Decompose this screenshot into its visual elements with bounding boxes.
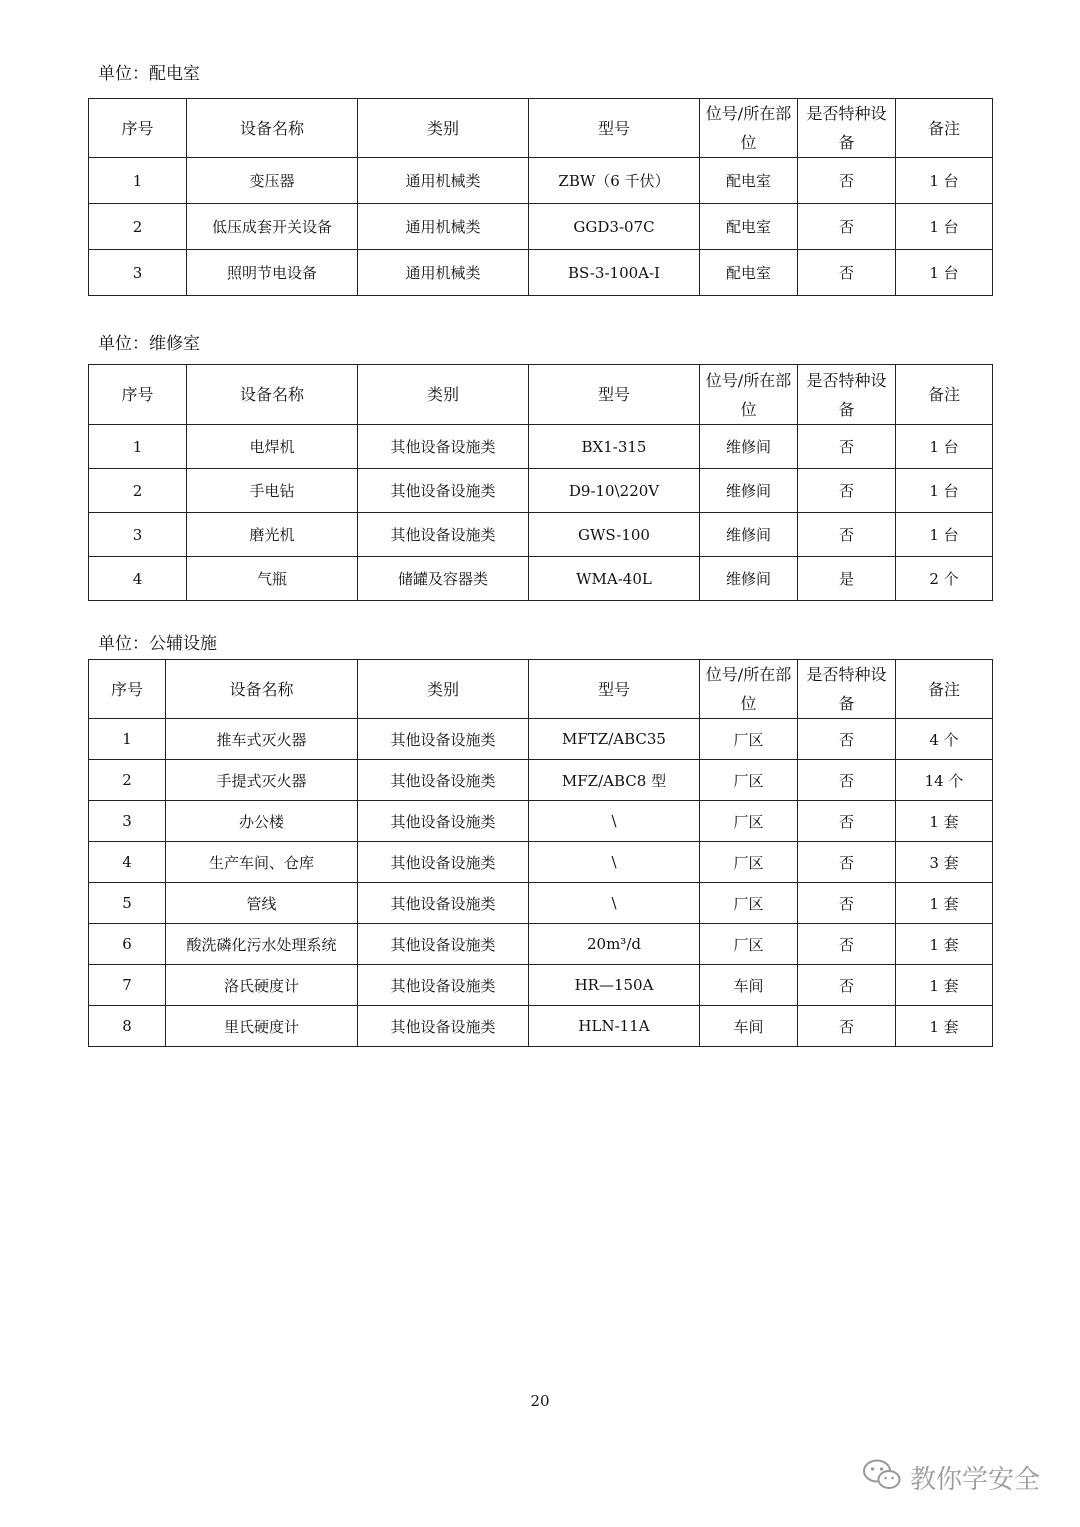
cell-device-name: 手提式灭火器	[166, 760, 358, 801]
cell-location: 配电室	[700, 250, 798, 296]
cell-device-name: 气瓶	[187, 557, 358, 601]
header-special-equipment: 是否特种设备	[798, 660, 896, 719]
unit-title-repair-room: 单位：维修室	[98, 334, 200, 354]
cell-category: 其他设备设施类	[358, 965, 529, 1006]
cell-device-name: 磨光机	[187, 513, 358, 557]
cell-category: 其他设备设施类	[358, 1006, 529, 1047]
header-model: 型号	[529, 660, 700, 719]
cell-location: 配电室	[700, 158, 798, 204]
cell-remarks: 1 台	[896, 250, 993, 296]
header-device-name: 设备名称	[166, 660, 358, 719]
cell-category: 其他设备设施类	[358, 842, 529, 883]
cell-model: GWS-100	[529, 513, 700, 557]
cell-remarks: 1 套	[896, 965, 993, 1006]
cell-special-equipment: 否	[798, 513, 896, 557]
cell-model: MFTZ/ABC35	[529, 719, 700, 760]
cell-special-equipment: 否	[798, 204, 896, 250]
header-remarks: 备注	[896, 660, 993, 719]
watermark-text: 教你学安全	[910, 1464, 1041, 1495]
cell-index: 8	[89, 1006, 166, 1047]
header-device-name: 设备名称	[187, 99, 358, 158]
cell-index: 1	[89, 719, 166, 760]
page-number: 20	[530, 1392, 550, 1410]
cell-model: MFZ/ABC8 型	[529, 760, 700, 801]
cell-device-name: 手电钻	[187, 469, 358, 513]
equipment-table-repair-room	[88, 364, 993, 601]
cell-model: \	[529, 883, 700, 924]
cell-special-equipment: 否	[798, 760, 896, 801]
cell-index: 2	[89, 204, 187, 250]
cell-model: \	[529, 801, 700, 842]
cell-special-equipment: 是	[798, 557, 896, 601]
cell-special-equipment: 否	[798, 158, 896, 204]
cell-category: 其他设备设施类	[358, 469, 529, 513]
unit-title-auxiliary-facilities: 单位：公辅设施	[98, 634, 217, 654]
cell-index: 1	[89, 425, 187, 469]
cell-model: BS-3-100A-I	[529, 250, 700, 296]
cell-remarks: 1 套	[896, 924, 993, 965]
cell-model: HR—150A	[529, 965, 700, 1006]
cell-special-equipment: 否	[798, 1006, 896, 1047]
cell-model: GGD3-07C	[529, 204, 700, 250]
cell-category: 其他设备设施类	[358, 513, 529, 557]
cell-device-name: 办公楼	[166, 801, 358, 842]
cell-remarks: 14 个	[896, 760, 993, 801]
cell-category: 其他设备设施类	[358, 719, 529, 760]
cell-device-name: 洛氏硬度计	[166, 965, 358, 1006]
cell-special-equipment: 否	[798, 842, 896, 883]
table-row	[89, 760, 993, 801]
header-device-name: 设备名称	[187, 365, 358, 425]
cell-remarks: 1 台	[896, 513, 993, 557]
cell-location: 厂区	[700, 719, 798, 760]
table-row	[89, 204, 993, 250]
cell-device-name: 里氏硬度计	[166, 1006, 358, 1047]
cell-device-name: 变压器	[187, 158, 358, 204]
table-row	[89, 1006, 993, 1047]
cell-category: 其他设备设施类	[358, 924, 529, 965]
table-row	[89, 924, 993, 965]
cell-location: 维修间	[700, 469, 798, 513]
table-row	[89, 557, 993, 601]
cell-remarks: 3 套	[896, 842, 993, 883]
cell-category: 其他设备设施类	[358, 760, 529, 801]
wechat-icon	[862, 1458, 902, 1496]
cell-index: 5	[89, 883, 166, 924]
cell-location: 厂区	[700, 883, 798, 924]
cell-special-equipment: 否	[798, 719, 896, 760]
cell-model: D9-10\220V	[529, 469, 700, 513]
cell-special-equipment: 否	[798, 883, 896, 924]
table-row	[89, 801, 993, 842]
cell-index: 7	[89, 965, 166, 1006]
header-index: 序号	[89, 99, 187, 158]
cell-category: 储罐及容器类	[358, 557, 529, 601]
table-header-row	[89, 365, 993, 425]
cell-index: 3	[89, 250, 187, 296]
table-row	[89, 250, 993, 296]
table-row	[89, 469, 993, 513]
header-remarks: 备注	[896, 365, 993, 425]
cell-remarks: 1 台	[896, 469, 993, 513]
cell-category: 其他设备设施类	[358, 883, 529, 924]
cell-remarks: 1 台	[896, 158, 993, 204]
table-row	[89, 883, 993, 924]
cell-device-name: 管线	[166, 883, 358, 924]
table-header-row	[89, 660, 993, 719]
unit-title-power-room: 单位：配电室	[98, 64, 200, 84]
cell-index: 3	[89, 513, 187, 557]
header-index: 序号	[89, 365, 187, 425]
cell-special-equipment: 否	[798, 924, 896, 965]
cell-model: 20m³/d	[529, 924, 700, 965]
cell-index: 4	[89, 557, 187, 601]
cell-model: \	[529, 842, 700, 883]
header-location: 位号/所在部位	[700, 99, 798, 158]
header-location: 位号/所在部位	[700, 365, 798, 425]
header-category: 类别	[358, 660, 529, 719]
header-special-equipment: 是否特种设备	[798, 365, 896, 425]
cell-device-name: 照明节电设备	[187, 250, 358, 296]
cell-category: 通用机械类	[358, 158, 529, 204]
header-model: 型号	[529, 99, 700, 158]
cell-remarks: 1 套	[896, 1006, 993, 1047]
table-row	[89, 425, 993, 469]
cell-remarks: 1 套	[896, 801, 993, 842]
table-row	[89, 158, 993, 204]
equipment-table-auxiliary-facilities	[88, 659, 993, 1047]
cell-index: 3	[89, 801, 166, 842]
table-body	[89, 158, 993, 296]
cell-location: 车间	[700, 965, 798, 1006]
cell-index: 2	[89, 760, 166, 801]
cell-model: WMA-40L	[529, 557, 700, 601]
cell-remarks: 1 台	[896, 204, 993, 250]
table-body	[89, 425, 993, 601]
cell-location: 厂区	[700, 760, 798, 801]
cell-location: 厂区	[700, 801, 798, 842]
cell-special-equipment: 否	[798, 801, 896, 842]
cell-location: 配电室	[700, 204, 798, 250]
table-header-row	[89, 99, 993, 158]
cell-location: 厂区	[700, 924, 798, 965]
header-remarks: 备注	[896, 99, 993, 158]
cell-remarks: 4 个	[896, 719, 993, 760]
table-body	[89, 719, 993, 1047]
cell-location: 厂区	[700, 842, 798, 883]
cell-location: 维修间	[700, 557, 798, 601]
cell-device-name: 推车式灭火器	[166, 719, 358, 760]
header-model: 型号	[529, 365, 700, 425]
cell-index: 1	[89, 158, 187, 204]
cell-location: 维修间	[700, 513, 798, 557]
table-row	[89, 842, 993, 883]
cell-location: 维修间	[700, 425, 798, 469]
cell-index: 4	[89, 842, 166, 883]
cell-location: 车间	[700, 1006, 798, 1047]
cell-model: BX1-315	[529, 425, 700, 469]
cell-remarks: 1 台	[896, 425, 993, 469]
watermark	[862, 1458, 1040, 1496]
header-index: 序号	[89, 660, 166, 719]
header-location: 位号/所在部位	[700, 660, 798, 719]
cell-special-equipment: 否	[798, 250, 896, 296]
cell-device-name: 生产车间、仓库	[166, 842, 358, 883]
cell-device-name: 酸洗磷化污水处理系统	[166, 924, 358, 965]
cell-category: 通用机械类	[358, 250, 529, 296]
cell-category: 通用机械类	[358, 204, 529, 250]
cell-special-equipment: 否	[798, 469, 896, 513]
cell-remarks: 1 套	[896, 883, 993, 924]
cell-index: 6	[89, 924, 166, 965]
cell-device-name: 电焊机	[187, 425, 358, 469]
table-row	[89, 965, 993, 1006]
cell-device-name: 低压成套开关设备	[187, 204, 358, 250]
table-row	[89, 719, 993, 760]
cell-special-equipment: 否	[798, 965, 896, 1006]
cell-model: ZBW（6 千伏）	[529, 158, 700, 204]
cell-remarks: 2 个	[896, 557, 993, 601]
header-category: 类别	[358, 365, 529, 425]
cell-model: HLN-11A	[529, 1006, 700, 1047]
equipment-table-power-room	[88, 98, 993, 296]
cell-category: 其他设备设施类	[358, 801, 529, 842]
header-category: 类别	[358, 99, 529, 158]
cell-index: 2	[89, 469, 187, 513]
cell-special-equipment: 否	[798, 425, 896, 469]
cell-category: 其他设备设施类	[358, 425, 529, 469]
header-special-equipment: 是否特种设备	[798, 99, 896, 158]
table-row	[89, 513, 993, 557]
